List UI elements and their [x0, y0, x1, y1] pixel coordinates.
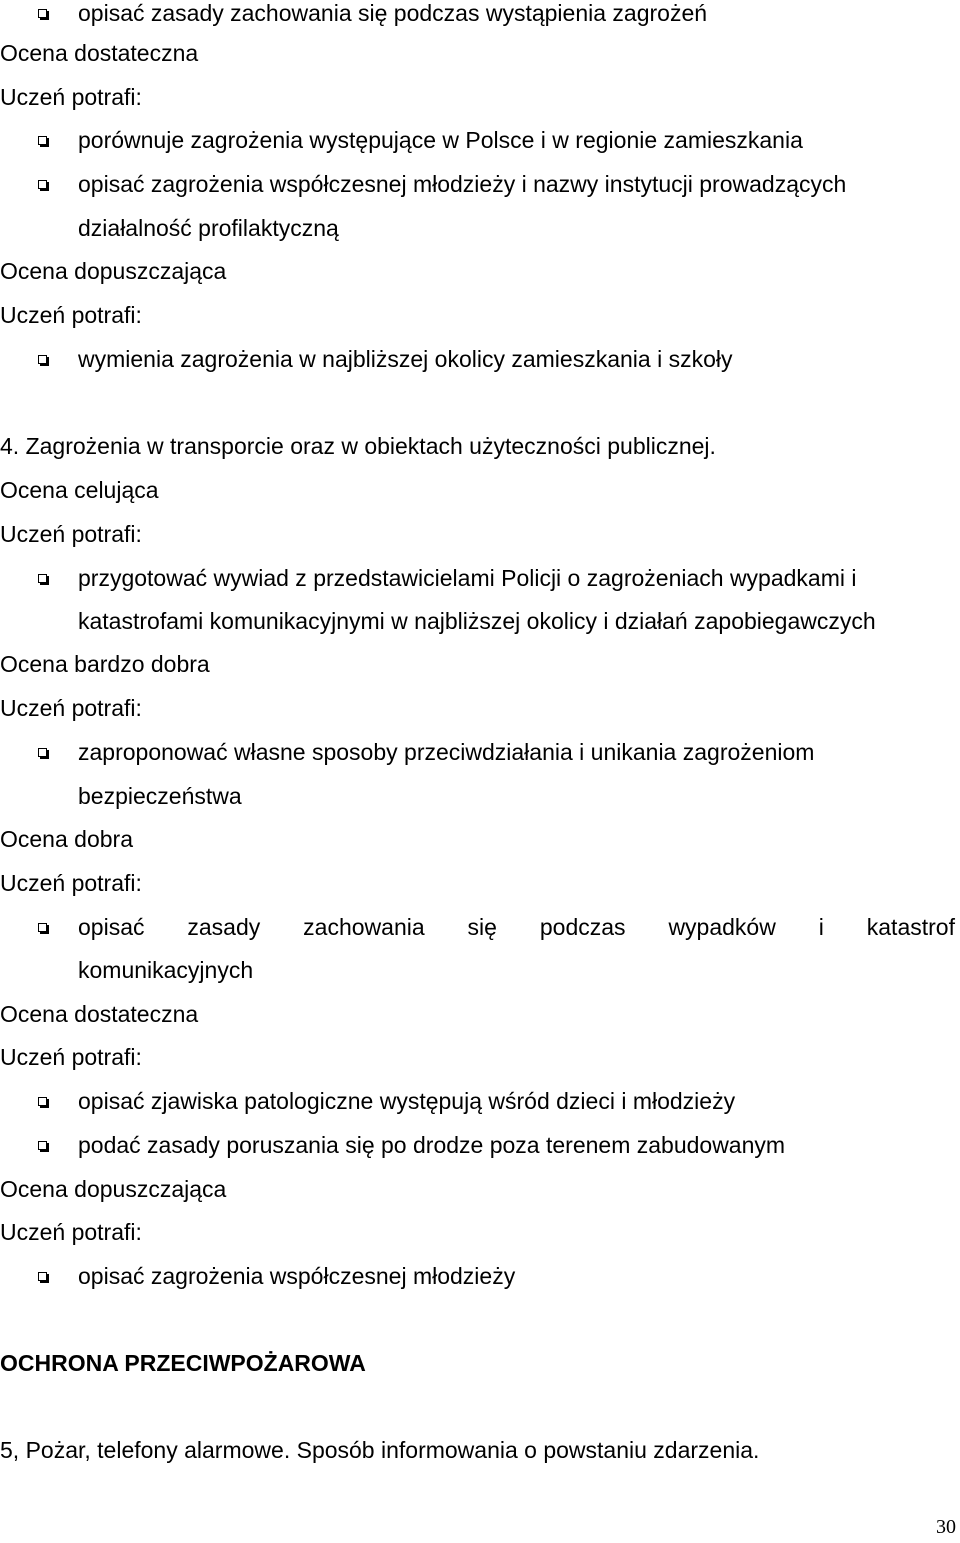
student-can-label: Uczeń potrafi:	[0, 84, 142, 110]
bullet-text: opisać zagrożenia współczesnej młodzieży	[78, 1263, 516, 1289]
grade-label: Ocena celująca	[0, 477, 159, 503]
word: wypadków	[668, 914, 776, 940]
bullet-item	[0, 730, 960, 774]
checkbox-bullet-icon	[38, 748, 47, 757]
section-heading: 5, Pożar, telefony alarmowe. Sposób informowania o powstaniu zdarzenia.	[0, 1437, 760, 1463]
grade-label: Ocena dobra	[0, 826, 133, 852]
bullet-text: przygotować wywiad z przedstawicielami Policji o zagrożeniach wypadkami i	[78, 565, 857, 591]
word: katastrof	[866, 914, 955, 940]
word: zachowania	[303, 914, 425, 940]
checkbox-bullet-icon	[38, 1097, 47, 1106]
bullet-text: podać zasady poruszania się po drodze poza terenem zabudowanym	[78, 1132, 786, 1158]
student-can-label: Uczeń potrafi:	[0, 521, 142, 547]
grade-label: Ocena dostateczna	[0, 40, 199, 66]
checkbox-bullet-icon	[38, 180, 47, 189]
checkbox-bullet-icon	[38, 574, 47, 583]
bullet-continuation: bezpieczeństwa	[78, 783, 242, 809]
bullet-item	[0, 162, 960, 206]
bullet-text: opisać zjawiska patologiczne występują wśród dzieci i młodzieży	[78, 1088, 736, 1114]
word: się	[467, 914, 497, 940]
student-can-label: Uczeń potrafi:	[0, 870, 142, 896]
student-can-label: Uczeń potrafi:	[0, 1044, 142, 1070]
bullet-item	[0, 1123, 960, 1167]
bullet-text	[78, 905, 955, 949]
bullet-continuation: działalność profilaktyczną	[78, 215, 339, 241]
section-heading: 4. Zagrożenia w transporcie oraz w obiektach użyteczności publicznej.	[0, 433, 716, 459]
bullet-item	[0, 337, 960, 381]
checkbox-bullet-icon	[38, 136, 47, 145]
bullet-text: opisać zagrożenia współczesnej młodzieży i nazwy instytucji prowadzących	[78, 171, 847, 197]
word: i	[818, 914, 824, 940]
bullet-item	[0, 905, 960, 949]
checkbox-bullet-icon	[38, 1141, 47, 1150]
student-can-label: Uczeń potrafi:	[0, 302, 142, 328]
grade-label: Ocena dostateczna	[0, 1001, 199, 1027]
bullet-item	[0, 556, 960, 600]
checkbox-bullet-icon	[38, 355, 47, 364]
checkbox-bullet-icon	[38, 9, 47, 18]
student-can-label: Uczeń potrafi:	[0, 695, 142, 721]
bullet-item	[0, 118, 960, 162]
grade-label: Ocena dopuszczająca	[0, 1176, 227, 1202]
word: zasady	[187, 914, 261, 940]
bullet-text: opisać zasady zachowania się podczas wystąpienia zagrożeń	[78, 0, 708, 26]
page-number: 30	[936, 1516, 956, 1538]
word: podczas	[539, 914, 626, 940]
chapter-heading: OCHRONA PRZECIWPOŻAROWA	[0, 1350, 366, 1376]
checkbox-bullet-icon	[38, 1272, 47, 1281]
grade-label: Ocena dopuszczająca	[0, 258, 227, 284]
bullet-text: wymienia zagrożenia w najbliższej okolicy zamieszkania i szkoły	[78, 346, 733, 372]
bullet-continuation: komunikacyjnych	[78, 957, 254, 983]
student-can-label: Uczeń potrafi:	[0, 1219, 142, 1245]
bullet-item	[0, 1254, 960, 1298]
word: opisać	[78, 914, 145, 940]
bullet-item	[0, 1079, 960, 1123]
bullet-text: zaproponować własne sposoby przeciwdziałania i unikania zagrożeniom	[78, 739, 815, 765]
bullet-text: porównuje zagrożenia występujące w Polsce i w regionie zamieszkania	[78, 127, 803, 153]
grade-label: Ocena bardzo dobra	[0, 651, 210, 677]
checkbox-bullet-icon	[38, 923, 47, 932]
bullet-continuation: katastrofami komunikacyjnymi w najbliższej okolicy i działań zapobiegawczych	[78, 608, 876, 634]
bullet-item	[0, 0, 960, 35]
